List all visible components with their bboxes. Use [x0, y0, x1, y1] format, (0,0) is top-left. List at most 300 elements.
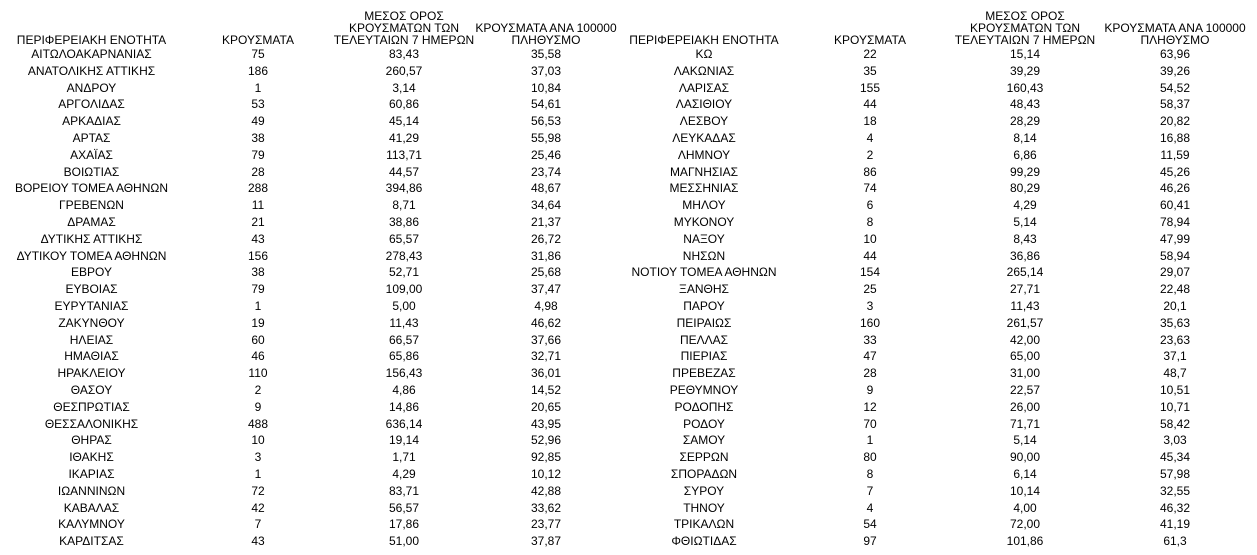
cases-cell: 12 — [863, 399, 877, 414]
per100k-cell: 34,64 — [530, 198, 562, 213]
cases-cell: 18 — [863, 114, 877, 129]
avg7-cell: 17,86 — [388, 517, 420, 532]
per100k-cell: 21,37 — [530, 214, 562, 229]
cases-cell: 9 — [254, 399, 262, 414]
avg7-cell: 8,71 — [392, 198, 416, 213]
region-cell: ΘΕΣΠΡΩΤΙΑΣ — [53, 399, 130, 414]
per100k-cell: 20,1 — [1163, 298, 1187, 313]
per100k-cell: 23,63 — [1159, 332, 1191, 347]
avg7-cell: 90,00 — [1009, 450, 1041, 465]
table-row — [619, 63, 1251, 80]
per100k-cell: 43,95 — [530, 416, 562, 431]
region-cell: ΒΟΙΩΤΙΑΣ — [63, 164, 120, 179]
per100k-cell: 47,99 — [1159, 231, 1191, 246]
region-cell: ΣΑΜΟΥ — [682, 433, 726, 448]
table-row — [0, 500, 617, 517]
cases-cell: 43 — [251, 534, 265, 549]
per100k-cell: 29,07 — [1159, 265, 1191, 280]
cases-cell: 79 — [251, 147, 265, 162]
cases-cell: 160 — [859, 315, 881, 330]
region-cell: ΣΠΟΡΑΔΩΝ — [670, 466, 738, 481]
per100k-cell: 78,94 — [1159, 214, 1191, 229]
per100k-cell: 10,12 — [530, 466, 562, 481]
cases-cell: 1 — [254, 298, 262, 313]
cases-column-header: ΚΡΟΥΣΜΑΤΑ — [222, 33, 294, 47]
cases-cell: 2 — [866, 147, 874, 162]
avg7-cell: 160,43 — [1006, 80, 1044, 95]
per100k-cell: 41,19 — [1159, 517, 1191, 532]
cases-cell: 42 — [251, 500, 265, 515]
region-cell: ΡΟΔΟΥ — [683, 416, 725, 431]
per100k-cell: 48,7 — [1163, 366, 1187, 381]
table-row — [619, 382, 1251, 399]
cases-cell: 80 — [863, 450, 877, 465]
avg7-cell: 11,43 — [1010, 298, 1040, 313]
per100k-cell: 10,84 — [530, 80, 562, 95]
cases-cell: 8 — [866, 466, 874, 481]
table-row — [619, 516, 1251, 533]
region-cell: ΜΥΚΟΝΟΥ — [673, 214, 735, 229]
table-row — [619, 130, 1251, 147]
per100k-cell: 42,88 — [530, 483, 562, 498]
avg7-cell: 44,57 — [388, 164, 420, 179]
table-row — [619, 332, 1251, 349]
region-cell: ΛΗΜΝΟΥ — [677, 147, 731, 162]
cases-cell: 8 — [866, 214, 874, 229]
table-row — [619, 197, 1251, 214]
table-row — [0, 147, 617, 164]
region-cell: ΙΩΑΝΝΙΝΩΝ — [57, 483, 126, 498]
avg7-cell: 10,14 — [1009, 483, 1041, 498]
per100k-cell: 37,87 — [530, 534, 562, 549]
table-row — [0, 432, 617, 449]
per100k-cell: 58,37 — [1159, 97, 1191, 112]
region-cell: ΑΙΤΩΛΟΑΚΑΡΝΑΝΙΑΣ — [31, 47, 152, 61]
per100k-cell: 4,98 — [534, 298, 558, 313]
per100k-cell: 37,03 — [530, 63, 562, 78]
per100k-cell: 39,26 — [1159, 63, 1191, 78]
table-row — [619, 214, 1251, 231]
avg7-cell: 101,86 — [1006, 534, 1044, 549]
avg7-cell: 45,14 — [388, 114, 420, 129]
table-row — [0, 315, 617, 332]
per100k-cell: 11,59 — [1160, 147, 1190, 162]
avg7-cell: 5,14 — [1013, 214, 1037, 229]
per100k-cell: 35,63 — [1159, 315, 1191, 330]
per100k-cell: 33,62 — [530, 500, 562, 515]
avg7-cell: 27,71 — [1009, 282, 1041, 297]
per100k-cell: 60,41 — [1159, 198, 1191, 213]
table-row — [0, 231, 617, 248]
cases-cell: 154 — [859, 265, 881, 280]
left-cases-table — [0, 0, 617, 550]
table-row — [619, 180, 1251, 197]
avg7-cell: 15,14 — [1009, 47, 1041, 61]
cases-cell: 47 — [863, 349, 877, 364]
per100k-cell: 46,26 — [1159, 181, 1191, 196]
cases-cell: 10 — [863, 231, 877, 246]
region-column-header: ΠΕΡΙΦΕΡΕΙΑΚΗ ΕΝΟΤΗΤΑ — [16, 33, 167, 47]
per100k-column-header: ΚΡΟΥΣΜΑΤΑ ΑΝΑ 100000 ΠΛΗΘΥΣΜΟ — [1104, 21, 1246, 47]
region-cell: ΚΑΒΑΛΑΣ — [63, 500, 120, 515]
table-row — [0, 164, 617, 181]
per100k-cell: 32,55 — [1159, 483, 1191, 498]
per100k-cell: 37,1 — [1163, 349, 1187, 364]
region-cell: ΘΑΣΟΥ — [70, 382, 113, 397]
per100k-cell: 58,94 — [1159, 248, 1191, 263]
region-cell: ΑΝΔΡΟΥ — [66, 80, 117, 95]
cases-cell: 22 — [863, 47, 877, 61]
cases-cell: 288 — [247, 181, 269, 196]
cases-cell: 155 — [859, 80, 881, 95]
cases-cell: 60 — [251, 332, 265, 347]
per100k-cell: 26,72 — [530, 231, 562, 246]
per100k-cell: 57,98 — [1159, 466, 1191, 481]
cases-cell: 4 — [866, 500, 874, 515]
cases-cell: 1 — [254, 80, 262, 95]
avg7-cell: 260,57 — [385, 63, 423, 78]
avg7-cell: 3,14 — [392, 80, 416, 95]
cases-cell: 70 — [863, 416, 877, 431]
cases-cell: 97 — [863, 534, 877, 549]
avg7-cell: 278,43 — [385, 248, 423, 263]
per100k-cell: 10,71 — [1159, 399, 1191, 414]
cases-cell: 35 — [863, 63, 877, 78]
avg7-cell: 66,57 — [388, 332, 420, 347]
region-cell: ΡΟΔΟΠΗΣ — [674, 399, 734, 414]
avg7-cell: 31,00 — [1009, 366, 1041, 381]
cases-cell: 43 — [251, 231, 265, 246]
cases-cell: 110 — [248, 366, 268, 381]
cases-cell: 4 — [866, 130, 874, 145]
table-row — [0, 399, 617, 416]
region-cell: ΛΕΣΒΟΥ — [679, 114, 729, 129]
cases-cell: 79 — [251, 282, 265, 297]
avg7-cell: 4,86 — [392, 382, 416, 397]
table-header-row — [0, 0, 617, 46]
table-row — [619, 399, 1251, 416]
cases-cell: 11 — [251, 198, 265, 213]
per100k-cell: 32,71 — [530, 349, 562, 364]
region-cell: ΑΝΑΤΟΛΙΚΗΣ ΑΤΤΙΚΗΣ — [27, 63, 156, 78]
avg7-cell: 4,29 — [392, 466, 416, 481]
table-row — [0, 214, 617, 231]
table-row — [0, 298, 617, 315]
avg7-cell: 4,00 — [1013, 500, 1037, 515]
region-cell: ΣΕΡΡΩΝ — [679, 450, 729, 465]
region-cell: ΛΕΥΚΑΔΑΣ — [672, 130, 736, 145]
per100k-cell: 20,82 — [1159, 114, 1191, 129]
region-cell: ΕΥΡΥΤΑΝΙΑΣ — [54, 298, 129, 313]
cases-cell: 10 — [251, 433, 265, 448]
table-row — [0, 197, 617, 214]
avg7-cell: 5,14 — [1013, 433, 1037, 448]
per100k-cell: 23,77 — [530, 517, 562, 532]
avg7-cell: 1,71 — [392, 450, 416, 465]
table-row — [0, 533, 617, 550]
region-column-header: ΠΕΡΙΦΕΡΕΙΑΚΗ ΕΝΟΤΗΤΑ — [629, 33, 779, 47]
per100k-cell: 3,03 — [1163, 433, 1187, 448]
table-row — [619, 96, 1251, 113]
avg7-cell: 28,29 — [1009, 114, 1041, 129]
avg7-cell: 113,71 — [386, 147, 422, 162]
cases-cell: 1 — [866, 433, 874, 448]
per100k-cell: 45,34 — [1159, 450, 1191, 465]
avg7-cell: 6,86 — [1013, 147, 1037, 162]
region-cell: ΑΡΚΑΔΙΑΣ — [62, 114, 121, 129]
region-cell: ΓΡΕΒΕΝΩΝ — [59, 198, 124, 213]
table-row — [619, 231, 1251, 248]
avg7-cell: 65,57 — [388, 231, 420, 246]
region-cell: ΤΗΝΟΥ — [683, 500, 725, 515]
avg7-cell: 38,86 — [388, 214, 420, 229]
table-row — [0, 348, 617, 365]
per100k-cell: 23,74 — [530, 164, 562, 179]
avg7-cell: 83,71 — [388, 483, 420, 498]
avg7-cell: 41,29 — [388, 130, 420, 145]
avg7-cell: 156,43 — [385, 366, 423, 381]
region-cell: ΔΥΤΙΚΗΣ ΑΤΤΙΚΗΣ — [40, 231, 143, 246]
cases-cell: 75 — [251, 47, 265, 61]
table-row — [0, 332, 617, 349]
region-cell: ΛΑΡΙΣΑΣ — [678, 80, 730, 95]
per100k-cell: 92,85 — [530, 450, 562, 465]
cases-cell: 33 — [863, 332, 877, 347]
table-row — [0, 96, 617, 113]
region-cell: ΝΗΣΩΝ — [682, 248, 726, 263]
cases-cell: 38 — [251, 130, 265, 145]
avg7-cell: 39,29 — [1009, 63, 1041, 78]
region-cell: ΖΑΚΥΝΘΟΥ — [58, 315, 125, 330]
table-row — [0, 264, 617, 281]
avg7-cell: 80,29 — [1009, 181, 1041, 196]
avg7-cell: 60,86 — [388, 97, 420, 112]
table-row — [0, 466, 617, 483]
table-row — [619, 315, 1251, 332]
avg7-cell: 52,71 — [388, 265, 420, 280]
region-cell: ΛΑΣΙΘΙΟΥ — [675, 97, 733, 112]
per100k-cell: 35,58 — [530, 47, 562, 61]
per100k-cell: 37,66 — [530, 332, 562, 347]
table-row — [619, 248, 1251, 265]
table-row — [619, 449, 1251, 466]
region-cell: ΠΕΛΛΑΣ — [679, 332, 729, 347]
cases-cell: 53 — [251, 97, 265, 112]
cases-cell: 7 — [866, 483, 874, 498]
cases-cell: 46 — [251, 349, 265, 364]
left-table-body — [0, 46, 617, 550]
avg7-cell: 5,00 — [392, 298, 416, 313]
per100k-cell: 55,98 — [530, 130, 562, 145]
per100k-cell: 22,48 — [1159, 282, 1191, 297]
right-cases-table — [619, 0, 1251, 550]
region-cell: ΑΧΑΪΑΣ — [70, 147, 113, 162]
avg7-cell: 8,43 — [1013, 231, 1037, 246]
table-row — [619, 483, 1251, 500]
per100k-cell: 61,3 — [1163, 534, 1187, 549]
avg7-cell: 19,14 — [388, 433, 420, 448]
avg7-cell: 14,86 — [388, 399, 420, 414]
region-cell: ΡΕΘΥΜΝΟΥ — [669, 382, 739, 397]
cases-cell: 3 — [866, 298, 874, 313]
table-row — [619, 432, 1251, 449]
region-cell: ΜΕΣΣΗΝΙΑΣ — [669, 181, 739, 196]
table-row — [619, 164, 1251, 181]
per100k-cell: 31,86 — [530, 248, 562, 263]
table-row — [619, 281, 1251, 298]
per100k-cell: 16,88 — [1159, 130, 1191, 145]
region-cell: ΒΟΡΕΙΟΥ ΤΟΜΕΑ ΑΘΗΝΩΝ — [14, 181, 169, 196]
cases-cell: 44 — [863, 97, 877, 112]
per100k-cell: 25,46 — [530, 147, 562, 162]
region-cell: ΗΡΑΚΛΕΙΟΥ — [57, 366, 126, 381]
avg7-cell: 65,00 — [1009, 349, 1041, 364]
table-row — [0, 416, 617, 433]
avg7-cell: 11,43 — [389, 315, 419, 330]
region-cell: ΝΟΤΙΟΥ ΤΟΜΕΑ ΑΘΗΝΩΝ — [631, 265, 777, 280]
avg7-cell: 109,00 — [385, 282, 423, 297]
avg7-column-header: ΜΕΣΟΣ ΟΡΟΣ ΚΡΟΥΣΜΑΤΩΝ ΤΩΝ ΤΕΛΕΥΤΑΙΩΝ 7 ΗΜΕΡΩΝ — [333, 9, 475, 47]
cases-cell: 49 — [251, 114, 265, 129]
table-row — [0, 180, 617, 197]
cases-cell: 1 — [254, 466, 262, 481]
per100k-cell: 54,61 — [530, 97, 562, 112]
table-row — [619, 416, 1251, 433]
avg7-cell: 636,14 — [385, 416, 423, 431]
cases-cell: 156 — [247, 248, 269, 263]
region-cell: ΘΗΡΑΣ — [71, 433, 112, 448]
cases-cell: 7 — [254, 517, 262, 532]
avg7-cell: 65,86 — [388, 349, 420, 364]
per100k-cell: 20,65 — [530, 399, 562, 414]
cases-cell: 186 — [247, 63, 269, 78]
per100k-cell: 46,62 — [530, 315, 562, 330]
table-row — [0, 365, 617, 382]
table-row — [0, 130, 617, 147]
region-cell: ΦΘΙΩΤΙΔΑΣ — [671, 534, 737, 549]
table-row — [0, 382, 617, 399]
table-row — [619, 113, 1251, 130]
avg7-cell: 36,86 — [1009, 248, 1041, 263]
region-cell: ΞΑΝΘΗΣ — [679, 282, 729, 297]
avg7-cell: 22,57 — [1009, 382, 1041, 397]
region-cell: ΚΩ — [695, 47, 713, 61]
per100k-cell: 52,96 — [530, 433, 562, 448]
region-cell: ΠΡΕΒΕΖΑΣ — [672, 366, 736, 381]
table-row — [619, 46, 1251, 63]
table-row — [619, 348, 1251, 365]
per100k-cell: 14,52 — [530, 382, 562, 397]
table-row — [0, 516, 617, 533]
region-cell: ΔΡΑΜΑΣ — [67, 214, 116, 229]
cases-cell: 72 — [251, 483, 265, 498]
cases-cell: 19 — [251, 315, 265, 330]
cases-cell: 38 — [251, 265, 265, 280]
cases-cell: 21 — [251, 214, 265, 229]
per100k-cell: 10,51 — [1159, 382, 1191, 397]
per100k-cell: 25,68 — [530, 265, 562, 280]
cases-cell: 9 — [866, 382, 874, 397]
cases-cell: 25 — [863, 282, 877, 297]
table-row — [619, 533, 1251, 550]
cases-cell: 86 — [863, 164, 877, 179]
cases-cell: 28 — [251, 164, 265, 179]
per100k-cell: 45,26 — [1159, 164, 1191, 179]
table-header-row — [619, 0, 1251, 46]
per100k-cell: 54,52 — [1159, 80, 1191, 95]
table-row — [619, 264, 1251, 281]
region-cell: ΙΚΑΡΙΑΣ — [68, 466, 115, 481]
avg7-cell: 26,00 — [1009, 399, 1041, 414]
avg7-cell: 261,57 — [1006, 315, 1044, 330]
region-cell: ΕΥΒΟΙΑΣ — [65, 282, 118, 297]
region-cell: ΑΡΓΟΛΙΔΑΣ — [58, 97, 125, 112]
avg7-cell: 83,43 — [388, 47, 420, 61]
avg7-cell: 71,71 — [1009, 416, 1041, 431]
table-row — [0, 449, 617, 466]
avg7-cell: 72,00 — [1009, 517, 1041, 532]
avg7-cell: 99,29 — [1009, 164, 1041, 179]
cases-cell: 3 — [254, 450, 262, 465]
region-cell: ΙΘΑΚΗΣ — [69, 450, 114, 465]
region-cell: ΗΛΕΙΑΣ — [69, 332, 114, 347]
region-cell: ΠΙΕΡΙΑΣ — [680, 349, 728, 364]
cases-cell: 6 — [866, 198, 874, 213]
avg7-cell: 42,00 — [1009, 332, 1041, 347]
avg7-cell: 6,14 — [1013, 466, 1037, 481]
table-row — [0, 80, 617, 97]
per100k-cell: 36,01 — [530, 366, 562, 381]
avg7-cell: 4,29 — [1013, 198, 1037, 213]
per100k-cell: 58,42 — [1159, 416, 1191, 431]
cases-cell: 28 — [863, 366, 877, 381]
per100k-cell: 56,53 — [530, 114, 562, 129]
table-row — [0, 63, 617, 80]
cases-column-header: ΚΡΟΥΣΜΑΤΑ — [834, 33, 906, 47]
region-cell: ΚΑΛΥΜΝΟΥ — [58, 517, 125, 532]
per100k-cell: 48,67 — [530, 181, 562, 196]
avg7-cell: 265,14 — [1006, 265, 1044, 280]
region-cell: ΔΥΤΙΚΟΥ ΤΟΜΕΑ ΑΘΗΝΩΝ — [16, 248, 167, 263]
per100k-column-header: ΚΡΟΥΣΜΑΤΑ ΑΝΑ 100000 ΠΛΗΘΥΣΜΟ — [475, 21, 617, 47]
table-row — [619, 147, 1251, 164]
per100k-cell: 63,96 — [1159, 47, 1191, 61]
cases-cell: 2 — [254, 382, 262, 397]
table-row — [619, 365, 1251, 382]
region-cell: ΜΑΓΝΗΣΙΑΣ — [669, 164, 739, 179]
table-row — [0, 113, 617, 130]
avg7-column-header: ΜΕΣΟΣ ΟΡΟΣ ΚΡΟΥΣΜΑΤΩΝ ΤΩΝ ΤΕΛΕΥΤΑΙΩΝ 7 ΗΜΕΡΩΝ — [954, 9, 1096, 47]
table-row — [619, 500, 1251, 517]
region-cell: ΝΑΞΟΥ — [683, 231, 725, 246]
avg7-cell: 48,43 — [1009, 97, 1041, 112]
avg7-cell: 394,86 — [385, 181, 423, 196]
avg7-cell: 8,14 — [1013, 130, 1037, 145]
cases-cell: 74 — [863, 181, 877, 196]
region-cell: ΚΑΡΔΙΤΣΑΣ — [59, 534, 124, 549]
avg7-cell: 51,00 — [388, 534, 420, 549]
region-cell: ΗΜΑΘΙΑΣ — [64, 349, 119, 364]
region-cell: ΑΡΤΑΣ — [72, 130, 111, 145]
region-cell: ΠΑΡΟΥ — [683, 298, 725, 313]
cases-cell: 488 — [247, 416, 269, 431]
table-row — [619, 80, 1251, 97]
region-cell: ΛΑΚΩΝΙΑΣ — [673, 63, 735, 78]
region-cell: ΣΥΡΟΥ — [683, 483, 725, 498]
right-table-body — [619, 46, 1251, 550]
region-cell: ΕΒΡΟΥ — [71, 265, 112, 280]
cases-cell: 44 — [863, 248, 877, 263]
